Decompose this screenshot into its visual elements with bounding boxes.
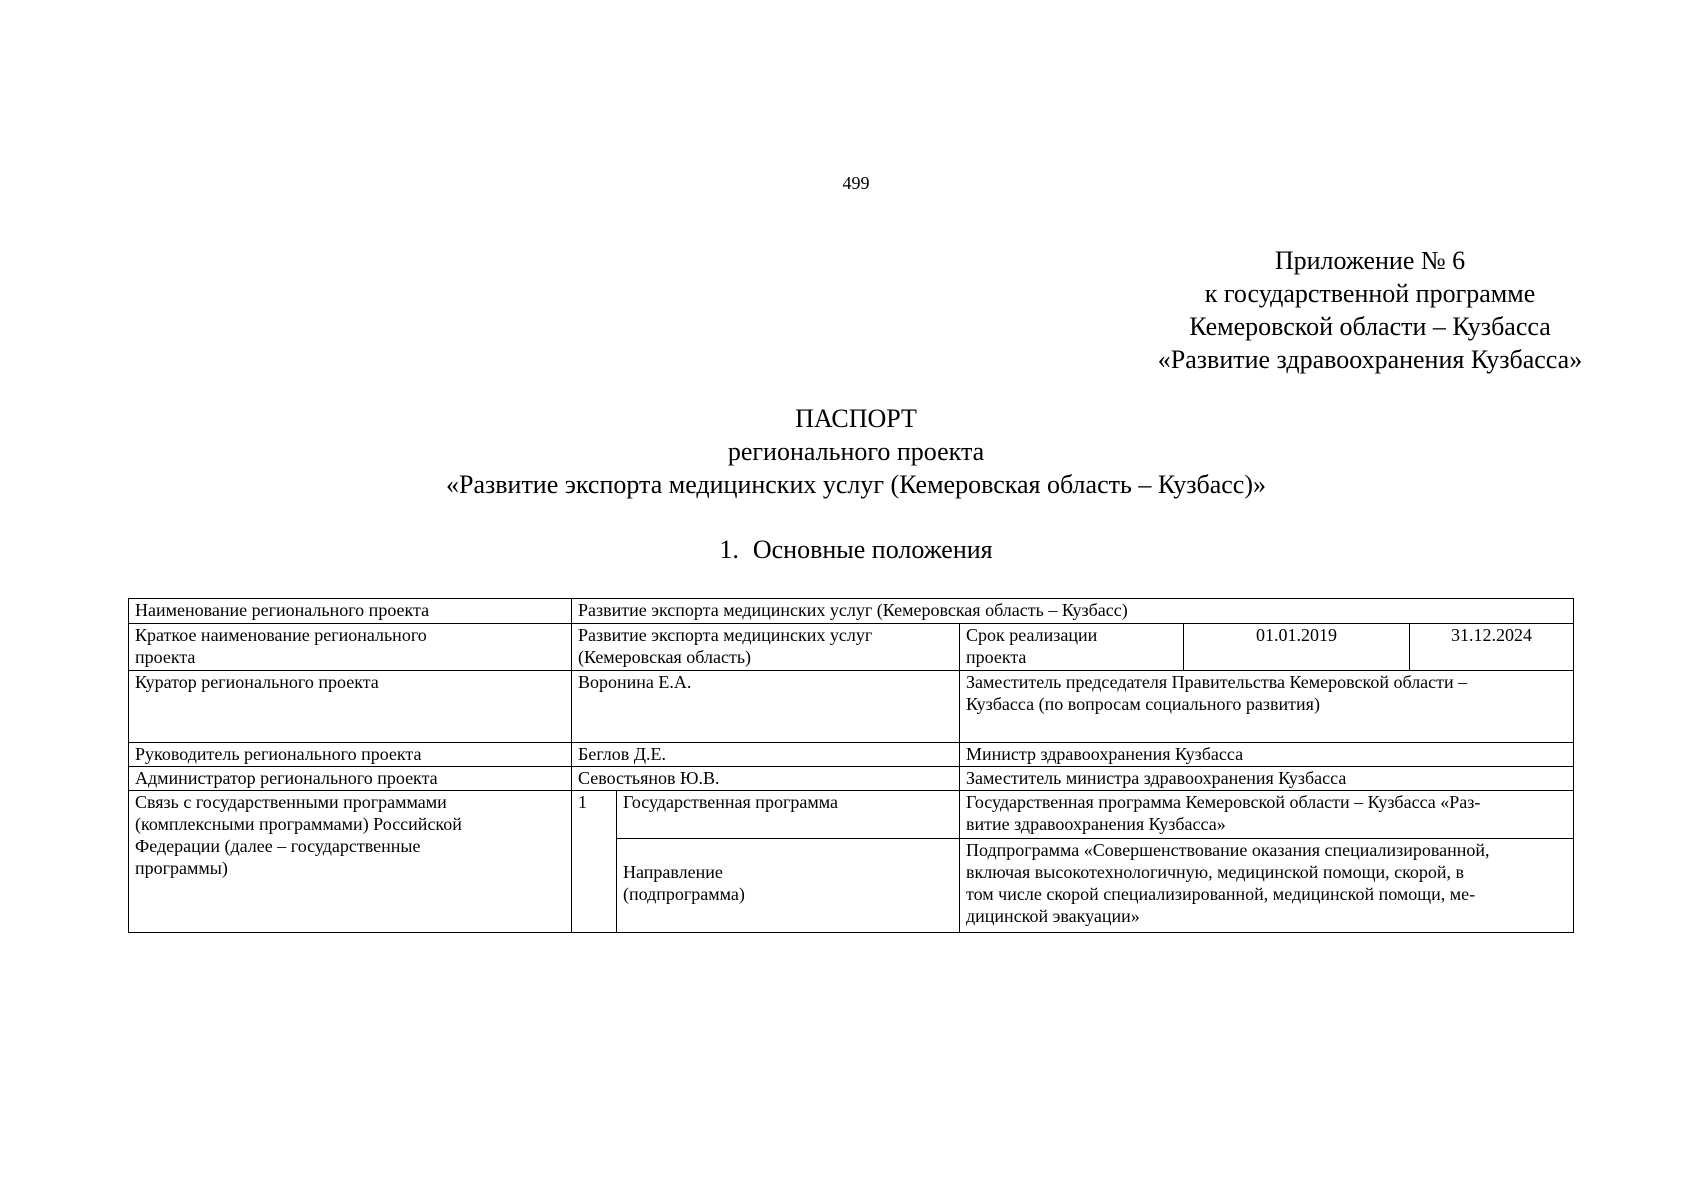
appendix-line-3: Кемеровской области – Кузбасса bbox=[1189, 312, 1551, 341]
project-name-value: Развитие экспорта медицинских услуг (Кемеровская область – Кузбасс) bbox=[572, 599, 1574, 624]
table-row bbox=[129, 791, 1574, 839]
short-name-label: Краткое наименование регионального проекта bbox=[129, 624, 572, 671]
appendix-line-4: «Развитие здравоохранения Кузбасса» bbox=[1157, 345, 1583, 374]
short-name-value: Развитие экспорта медицинских услуг (Кемеровская область) bbox=[572, 624, 960, 671]
page-number: 499 bbox=[842, 173, 870, 193]
section-title: Основные положения bbox=[752, 535, 993, 564]
administrator-person: Севостьянов Ю.В. bbox=[572, 767, 960, 791]
passport-project-name: «Развитие экспорта медицинских услуг (Кемеровская область – Кузбасс)» bbox=[445, 470, 1266, 499]
programs-index: 1 bbox=[572, 791, 617, 933]
appendix-line-2: к государственной программе bbox=[1204, 279, 1536, 308]
leader-person: Беглов Д.Е. bbox=[572, 743, 960, 767]
programs-link-label: Связь с государственными программами (комплексными программами) Российской Федерации (далее – государственные программы) bbox=[129, 791, 572, 933]
passport-subtitle: регионального проекта bbox=[727, 437, 985, 466]
end-date: 31.12.2024 bbox=[1410, 624, 1574, 671]
leader-label: Руководитель регионального проекта bbox=[129, 743, 572, 767]
administrator-position: Заместитель министра здравоохранения Кузбасса bbox=[960, 767, 1574, 791]
table-row bbox=[129, 599, 1574, 624]
direction-value: Подпрограмма «Совершенствование оказания специализированной, включая высокотехнологичную, медицинской помощи, скорой, в том числе скорой специализированной, медицинской помощи, ме- дицинской эвакуации» bbox=[960, 839, 1574, 933]
program-label: Государственная программа bbox=[617, 791, 960, 839]
administrator-label: Администратор регионального проекта bbox=[129, 767, 572, 791]
program-value: Государственная программа Кемеровской области – Кузбасса «Раз- витие здравоохранения Кузбасса» bbox=[960, 791, 1574, 839]
section-number: 1. bbox=[719, 535, 739, 564]
project-name-label: Наименование регионального проекта bbox=[129, 599, 572, 624]
table-row bbox=[129, 671, 1574, 743]
appendix-header bbox=[1080, 244, 1660, 376]
section-heading bbox=[0, 533, 1697, 566]
appendix-line-1: Приложение № 6 bbox=[1274, 246, 1466, 275]
term-label: Срок реализации проекта bbox=[960, 624, 1184, 671]
leader-position: Министр здравоохранения Кузбасса bbox=[960, 743, 1574, 767]
curator-position: Заместитель председателя Правительства Кемеровской области – Кузбасса (по вопросам социального развития) bbox=[960, 671, 1574, 743]
direction-label: Направление (подпрограмма) bbox=[617, 839, 960, 933]
curator-person: Воронина Е.А. bbox=[572, 671, 960, 743]
start-date: 01.01.2019 bbox=[1184, 624, 1410, 671]
table-row bbox=[129, 624, 1574, 671]
passport-heading bbox=[0, 402, 1697, 501]
project-table bbox=[128, 598, 1574, 933]
passport-title: ПАСПОРТ bbox=[795, 404, 917, 433]
table-row bbox=[129, 743, 1574, 767]
table-row bbox=[129, 767, 1574, 791]
curator-label: Куратор регионального проекта bbox=[129, 671, 572, 743]
